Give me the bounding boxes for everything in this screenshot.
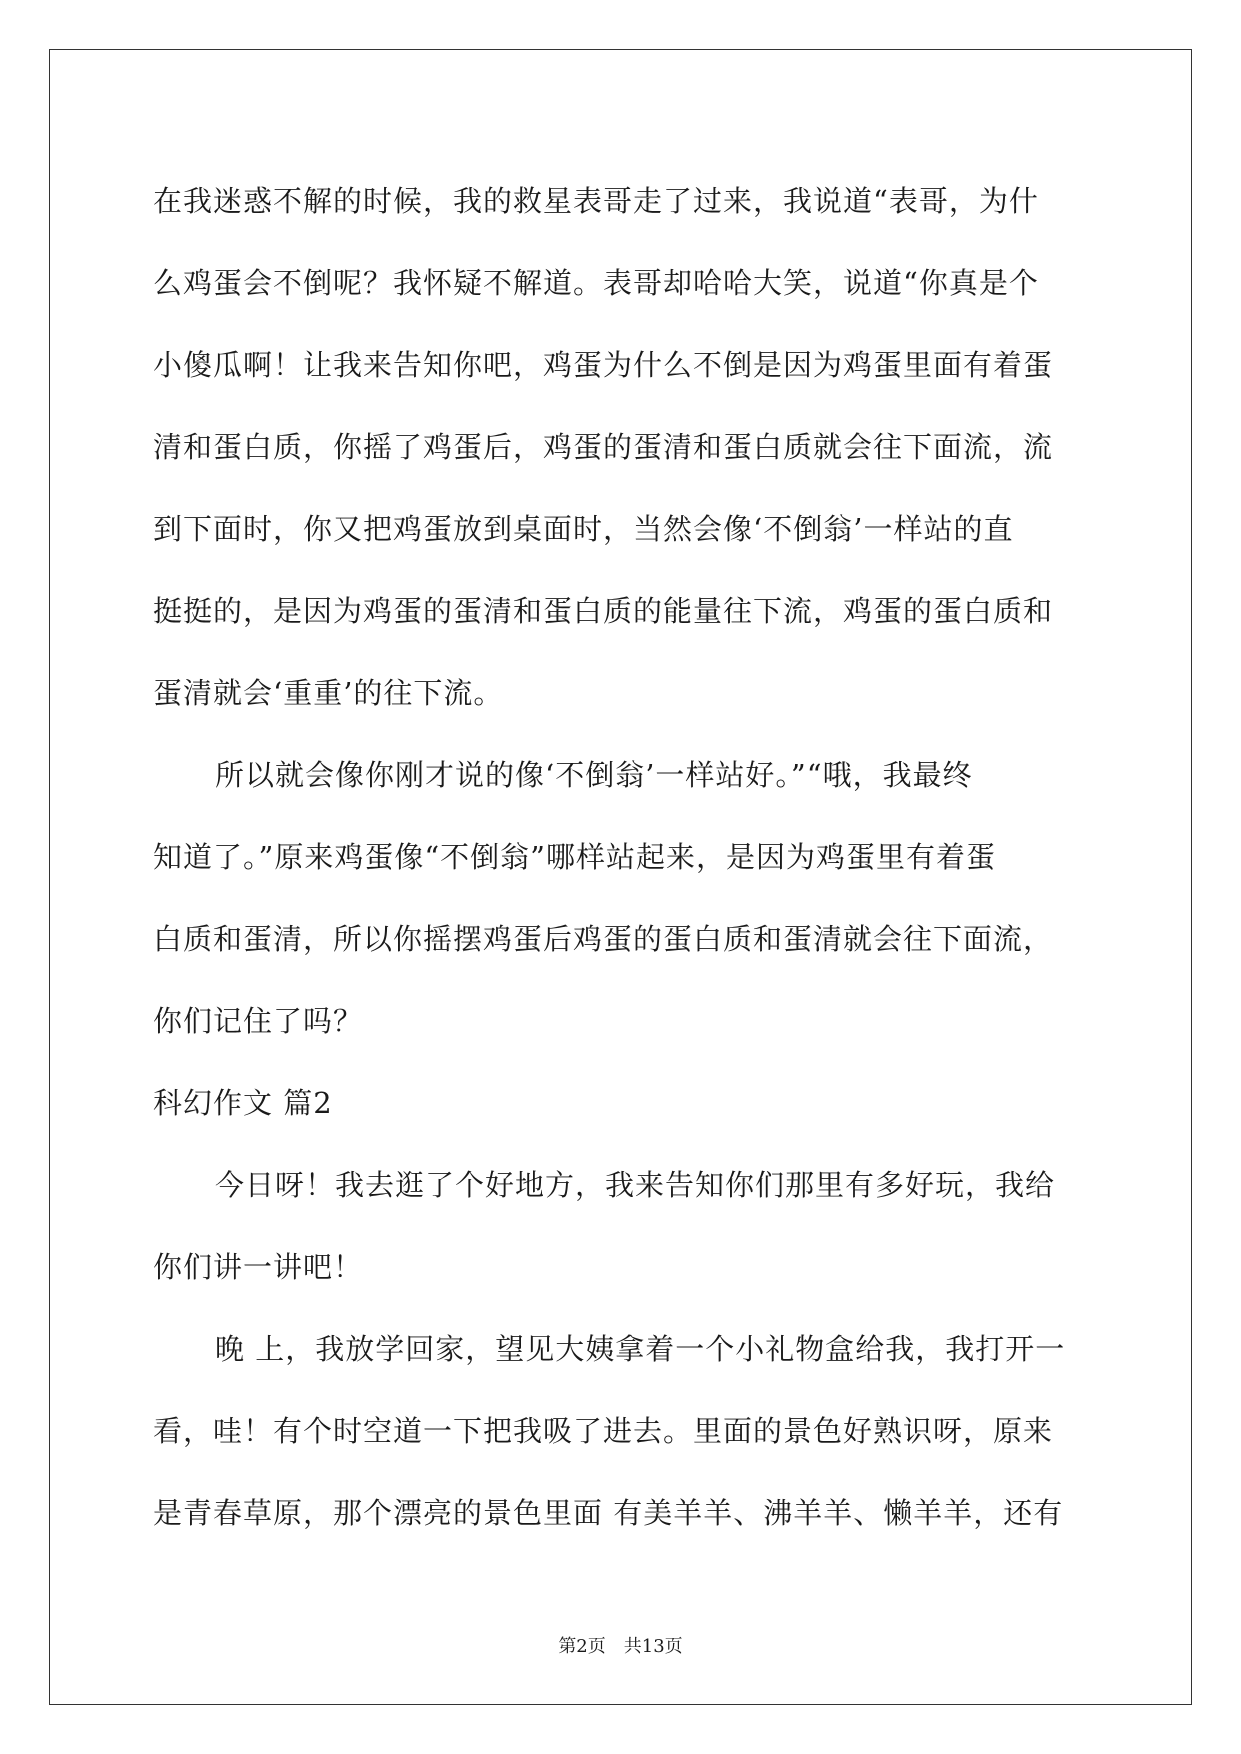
text-line: 看，哇！有个时空道一下把我吸了进去。里面的景色好熟识呀，原来 — [153, 1414, 1054, 1448]
paragraph-start-line: 所以就会像你刚才说的像‘不倒翁’一样站好。”“哦，我最终 — [215, 758, 973, 792]
text-line: 是青春草原，那个漂亮的景色里面 有美羊羊、沸羊羊、懒羊羊，还有 — [153, 1496, 1064, 1530]
paragraph-start-line: 晚 上，我放学回家，望见大姨拿着一个小礼物盒给我，我打开一 — [215, 1332, 1066, 1366]
page-number-footer: 第2页 共13页 — [558, 1636, 683, 1657]
text-line: 在我迷惑不解的时候，我的救星表哥走了过来，我说道“表哥，为什 — [153, 184, 1039, 218]
text-line: 蛋清就会‘重重’的往下流。 — [153, 676, 504, 710]
text-line: 白质和蛋清，所以你摇摆鸡蛋后鸡蛋的蛋白质和蛋清就会往下面流， — [153, 922, 1054, 956]
text-line: 挺挺的，是因为鸡蛋的蛋清和蛋白质的能量往下流，鸡蛋的蛋白质和 — [153, 594, 1054, 628]
text-line: 知道了。”原来鸡蛋像“不倒翁”哪样站起来，是因为鸡蛋里有着蛋 — [153, 840, 996, 874]
document-body — [153, 160, 1093, 1554]
text-line: 小傻瓜啊！让我来告知你吧，鸡蛋为什么不倒是因为鸡蛋里面有着蛋 — [153, 348, 1054, 382]
text-line: 清和蛋白质，你摇了鸡蛋后，鸡蛋的蛋清和蛋白质就会往下面流，流 — [153, 430, 1054, 464]
text-line: 你们记住了吗？ — [153, 1004, 364, 1038]
paragraph-start-line: 今日呀！我去逛了个好地方，我来告知你们那里有多好玩，我给 — [215, 1168, 1056, 1202]
section-heading: 科幻作文 篇2 — [153, 1086, 333, 1120]
text-line: 你们讲一讲吧！ — [153, 1250, 364, 1284]
text-line: 么鸡蛋会不倒呢？我怀疑不解道。表哥却哈哈大笑，说道“你真是个 — [153, 266, 1039, 300]
text-line: 到下面时，你又把鸡蛋放到桌面时，当然会像‘不倒翁’一样站的直 — [153, 512, 1014, 546]
